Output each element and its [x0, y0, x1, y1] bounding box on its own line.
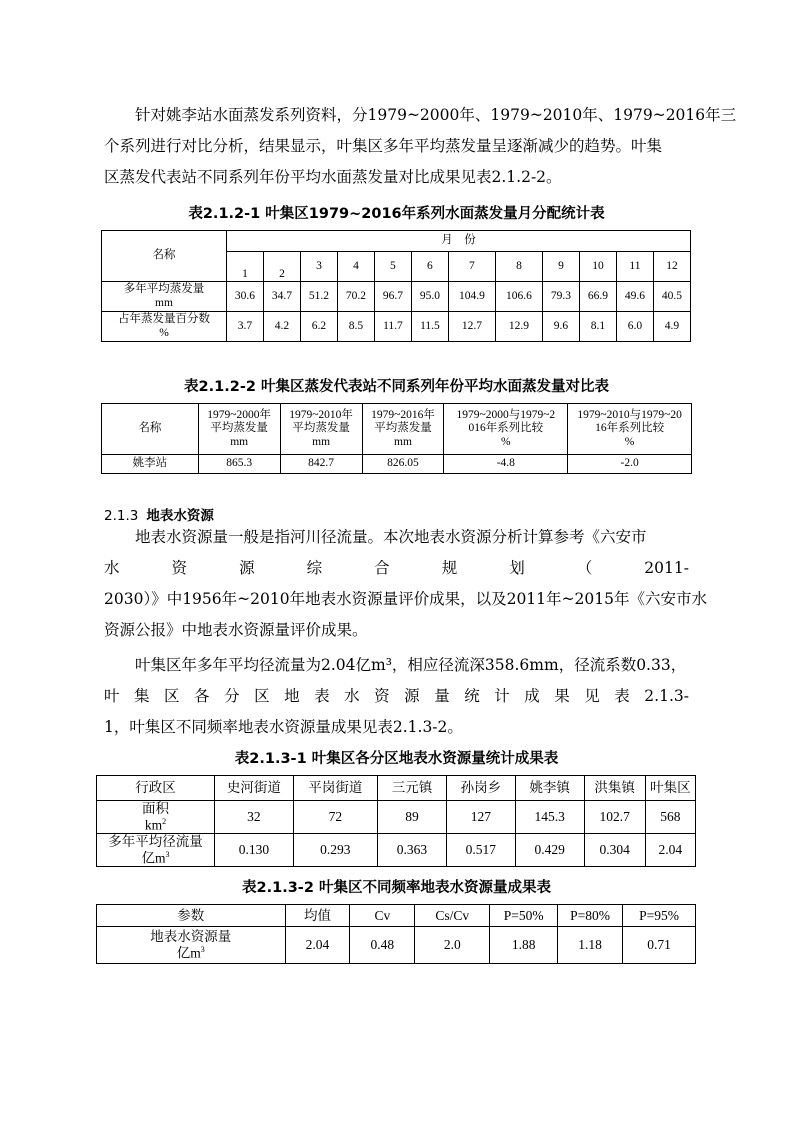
text-line: 叶 集 区 各 分 区 地 表 水 资 源 量 统 计 成 果 见 表 2.1.3-	[104, 687, 689, 705]
table-cell: 66.9	[579, 282, 616, 312]
table-cell: 826.05	[362, 455, 444, 474]
table3-caption: 表2.1.3-1 叶集区各分区地表水资源量统计成果表	[234, 751, 559, 767]
table-row	[102, 455, 692, 474]
table-cell: 145.3	[515, 801, 584, 834]
table-cell: 2.04	[285, 927, 350, 964]
table-header-name: 名称	[102, 231, 227, 282]
text-line: 1，叶集区不同频率地表水资源量成果见表2.1.3-2。	[104, 718, 463, 736]
table-header-cell: Cs/Cv	[415, 905, 490, 927]
text-line: 叶集区年多年平均径流量为2.04亿m³，相应径流深358.6mm，径流系数0.33，	[135, 656, 687, 674]
section-number: 2.1.3	[104, 508, 139, 524]
paragraph-evaporation-intro	[104, 100, 737, 193]
month-cell: 9	[543, 252, 580, 282]
table-cell: 72	[293, 801, 377, 834]
header-line: 平均蒸发量	[210, 422, 268, 435]
table-monthly-evaporation	[101, 230, 691, 342]
row-label-unit: mm	[155, 296, 173, 309]
table-frequency-surface-water	[96, 904, 696, 964]
header-line: 016年系列比较	[468, 422, 544, 435]
header-line: 1979~2000与1979~2	[456, 409, 556, 422]
table-cell: 2.04	[645, 834, 695, 867]
table-cell: 1.88	[490, 927, 558, 964]
table4-caption: 表2.1.3-2 叶集区不同频率地表水资源量成果表	[242, 880, 551, 896]
table-cell: -4.8	[444, 455, 568, 474]
row-label-unit	[97, 945, 285, 961]
row-label-unit: %	[159, 326, 169, 339]
month-cell: 8	[495, 252, 542, 282]
table-cell: 95.0	[411, 282, 448, 312]
table-cell: 1.18	[558, 927, 623, 964]
table-cell: 11.5	[411, 312, 448, 342]
header-line: 1979~2010年	[289, 409, 353, 422]
text-line: 2030）》中1956年~2010年地表水资源量评价成果，以及2011年~2015年《六安市水	[104, 590, 707, 608]
table-cell: 0.363	[378, 834, 447, 867]
table-cell: 姚李站	[102, 455, 199, 474]
table-header-cell: 史河街道	[215, 776, 294, 801]
table-header-cell: 孙岗乡	[446, 776, 515, 801]
table-cell: 0.517	[446, 834, 515, 867]
header-line: 16年系列比较	[595, 422, 665, 435]
table-header-cell: 平岗街道	[293, 776, 377, 801]
table-header-row	[97, 905, 696, 927]
table-cell: 3.7	[227, 312, 264, 342]
table-header-cell: 均值	[285, 905, 350, 927]
table-cell: 568	[645, 801, 695, 834]
paragraph-runoff-summary	[104, 650, 689, 743]
table-header-cell	[362, 404, 444, 455]
table-cell: 104.9	[448, 282, 495, 312]
month-cell: 4	[337, 252, 374, 282]
table-header-cell	[568, 404, 692, 455]
table-cell: 106.6	[495, 282, 542, 312]
table-cell: 0.293	[293, 834, 377, 867]
table-header-cell: 行政区	[97, 776, 215, 801]
table-cell: 6.2	[300, 312, 337, 342]
table-cell: 34.7	[263, 282, 300, 312]
row-label-unit	[97, 850, 214, 866]
table-row	[97, 927, 696, 964]
table-cell: 12.7	[448, 312, 495, 342]
unit-text: km	[144, 817, 163, 833]
table-cell: 0.429	[515, 834, 584, 867]
text-line: 针对姚李站水面蒸发系列资料，分1979~2000年、1979~2010年、1979~2016年三	[135, 106, 737, 124]
month-cell: 7	[448, 252, 495, 282]
table-row	[102, 312, 691, 342]
table-cell: 0.304	[584, 834, 645, 867]
table-cell: 4.9	[653, 312, 690, 342]
section-title: 地表水资源	[146, 508, 214, 524]
unit-superscript: 3	[165, 849, 170, 859]
table-header-cell: 参数	[97, 905, 286, 927]
table-cell: 79.3	[543, 282, 580, 312]
table-cell: 12.9	[495, 312, 542, 342]
text-line: 水 资 源 综 合 规 划 （ 2011-	[104, 559, 689, 577]
table-cell: 865.3	[198, 455, 280, 474]
table-cell: 842.7	[280, 455, 362, 474]
table-header-row	[102, 404, 692, 455]
row-label	[97, 801, 215, 834]
table-cell: 8.5	[337, 312, 374, 342]
table1-caption: 表2.1.2-1 叶集区1979~2016年系列水面蒸发量月分配统计表	[188, 206, 605, 222]
row-label-line: 面积	[142, 801, 170, 817]
table-row	[97, 834, 696, 867]
header-line: 平均蒸发量	[292, 422, 350, 435]
text-line: 个系列进行对比分析，结果显示，叶集区多年平均蒸发量呈逐渐减少的趋势。叶集	[104, 137, 663, 155]
row-label	[97, 834, 215, 867]
table-cell: 96.7	[374, 282, 411, 312]
table-cell: 102.7	[584, 801, 645, 834]
table-header-cell: 叶集区	[645, 776, 695, 801]
table-cell: 89	[378, 801, 447, 834]
header-unit: %	[501, 435, 511, 448]
table-cell: 0.130	[215, 834, 294, 867]
header-line: 平均蒸发量	[374, 422, 432, 435]
table-header-cell: 三元镇	[378, 776, 447, 801]
table2-caption: 表2.1.2-2 叶集区蒸发代表站不同系列年份平均水面蒸发量对比表	[184, 379, 609, 395]
month-cell: 12	[653, 252, 690, 282]
unit-text: 亿m	[176, 945, 201, 961]
table-header-name: 名称	[102, 404, 199, 455]
text-line: 区蒸发代表站不同系列年份平均水面蒸发量对比成果见表2.1.2-2。	[104, 168, 562, 186]
table-header-month: 月 份	[227, 231, 691, 252]
header-unit: mm	[312, 435, 331, 448]
header-line: 1979~2016年	[371, 409, 435, 422]
month-cell: 6	[411, 252, 448, 282]
month-cell: 10	[579, 252, 616, 282]
month-cell: 2	[263, 252, 300, 282]
unit-superscript: 2	[162, 816, 167, 826]
table-cell: 127	[446, 801, 515, 834]
text-line: 资源公报》中地表水资源量评价成果。	[104, 621, 368, 639]
month-cell: 3	[300, 252, 337, 282]
table-header-cell	[444, 404, 568, 455]
header-unit: mm	[394, 435, 412, 448]
table-cell: 0.48	[350, 927, 415, 964]
table-header-cell	[198, 404, 280, 455]
table-row	[97, 801, 696, 834]
row-label	[97, 927, 286, 964]
row-label	[102, 282, 227, 312]
table-cell: 6.0	[616, 312, 653, 342]
row-label-unit	[97, 817, 214, 833]
table-header-cell	[280, 404, 362, 455]
unit-superscript: 3	[200, 944, 205, 954]
table-header-cell: P=50%	[490, 905, 558, 927]
table-cell: 0.71	[623, 927, 696, 964]
table-cell: 40.5	[653, 282, 690, 312]
table-cell: 49.6	[616, 282, 653, 312]
table-cell: 9.6	[543, 312, 580, 342]
table-cell: 32	[215, 801, 294, 834]
row-label-line: 地表水资源量	[150, 929, 232, 945]
table-series-comparison	[101, 403, 692, 474]
table-header-row	[97, 776, 696, 801]
table-cell: 8.1	[579, 312, 616, 342]
table-header-cell: Cv	[350, 905, 415, 927]
table-cell: 4.2	[263, 312, 300, 342]
table-cell: 51.2	[300, 282, 337, 312]
paragraph-surface-water-definition	[104, 522, 707, 646]
table-header-cell: 姚李镇	[515, 776, 584, 801]
text-line: 地表水资源量一般是指河川径流量。本次地表水资源分析计算参考《六安市	[135, 528, 647, 546]
header-unit: %	[624, 435, 635, 448]
month-cell: 5	[374, 252, 411, 282]
table-cell: -2.0	[568, 455, 692, 474]
header-line: 1979~2000年	[207, 409, 272, 422]
row-label-line: 多年平均径流量	[108, 834, 203, 850]
header-unit: mm	[230, 435, 249, 448]
table-row	[102, 282, 691, 312]
month-cell: 11	[616, 252, 653, 282]
month-cell: 1	[227, 252, 264, 282]
table-cell: 11.7	[374, 312, 411, 342]
unit-text: 亿m	[141, 850, 166, 866]
table-district-surface-water	[96, 775, 696, 867]
table-header-cell: 洪集镇	[584, 776, 645, 801]
row-label-line: 多年平均蒸发量	[123, 283, 205, 296]
section-heading	[104, 504, 214, 524]
table-cell: 2.0	[415, 927, 490, 964]
table-header-cell: P=95%	[623, 905, 696, 927]
header-line: 1979~2010与1979~20	[577, 409, 682, 422]
table-cell: 70.2	[337, 282, 374, 312]
table-header-cell: P=80%	[558, 905, 623, 927]
row-label-line: 占年蒸发量百分数	[118, 313, 210, 326]
table-cell: 30.6	[227, 282, 264, 312]
row-label	[102, 312, 227, 342]
